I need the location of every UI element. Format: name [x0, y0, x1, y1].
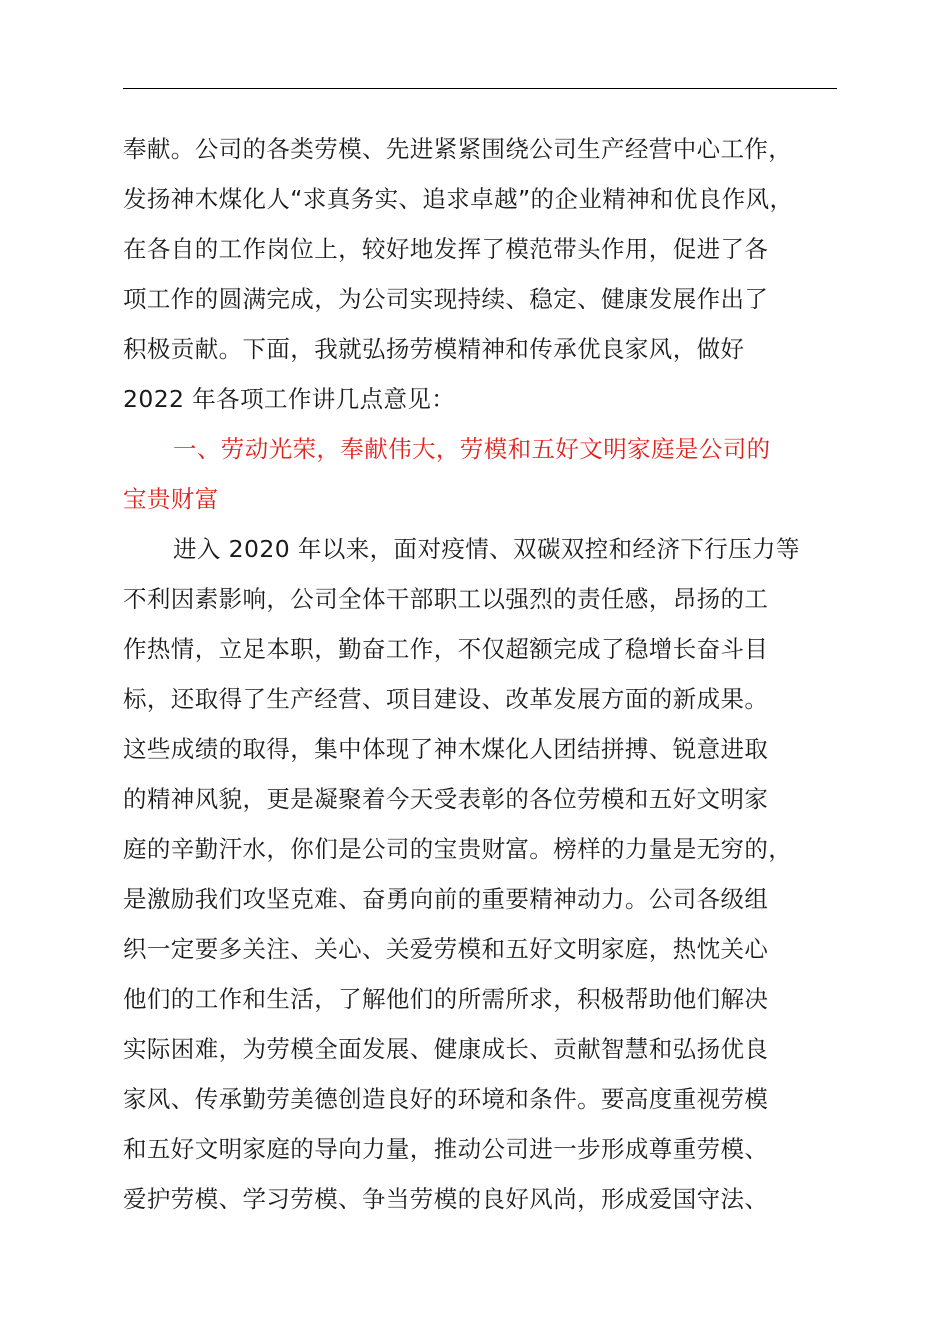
text-line: 进入 2020 年以来，面对疫情、双碳双控和经济下行压力等: [173, 535, 800, 563]
text-line: 在各自的工作岗位上，较好地发挥了模范带头作用，促进了各: [123, 235, 769, 263]
text-line: 爱护劳模、学习劳模、争当劳模的良好风尚，形成爱国守法、: [123, 1185, 769, 1213]
text-line: 织一定要多关注、关心、关爱劳模和五好文明家庭，热忱关心: [123, 935, 769, 963]
text-line: 实际困难，为劳模全面发展、健康成长、贡献智慧和弘扬优良: [123, 1035, 769, 1063]
paragraph-continuation: [123, 124, 863, 424]
text-line: 不利因素影响，公司全体干部职工以强烈的责任感，昂扬的工: [123, 585, 769, 613]
text-line: 家风、传承勤劳美德创造良好的环境和条件。要高度重视劳模: [123, 1085, 769, 1113]
text-line: 和五好文明家庭的导向力量，推动公司进一步形成尊重劳模、: [123, 1135, 769, 1163]
paragraph: [123, 524, 863, 1224]
text-line: 发扬神木煤化人“求真务实、追求卓越”的企业精神和优良作风，: [123, 185, 794, 213]
text-line: 他们的工作和生活，了解他们的所需所求，积极帮助他们解决: [123, 985, 769, 1013]
text-line: 标，还取得了生产经营、项目建设、改革发展方面的新成果。: [123, 685, 769, 713]
text-line: 2022 年各项工作讲几点意见：: [123, 385, 456, 413]
text-line: 作热情，立足本职，勤奋工作，不仅超额完成了稳增长奋斗目: [123, 635, 769, 663]
text-line: 项工作的圆满完成，为公司实现持续、稳定、健康发展作出了: [123, 285, 769, 313]
text-line: 的精神风貌，更是凝聚着今天受表彰的各位劳模和五好文明家: [123, 785, 769, 813]
text-line: 积极贡献。下面，我就弘扬劳模精神和传承优良家风，做好: [123, 335, 745, 363]
text-line: 奉献。公司的各类劳模、先进紧紧围绕公司生产经营中心工作，: [123, 135, 793, 163]
text-line: 是激励我们攻坚克难、奋勇向前的重要精神动力。公司各级组: [123, 885, 769, 913]
text-line: 庭的辛勤汗水，你们是公司的宝贵财富。榜样的力量是无穷的，: [123, 835, 793, 863]
heading-line: 宝贵财富: [123, 485, 219, 513]
header-rule: [123, 88, 837, 89]
heading-line: 一、劳动光荣，奉献伟大，劳模和五好文明家庭是公司的: [173, 435, 771, 463]
text-line: 这些成绩的取得，集中体现了神木煤化人团结拼搏、锐意进取: [123, 735, 769, 763]
document-body: [123, 124, 863, 1224]
section-heading: [123, 424, 863, 524]
